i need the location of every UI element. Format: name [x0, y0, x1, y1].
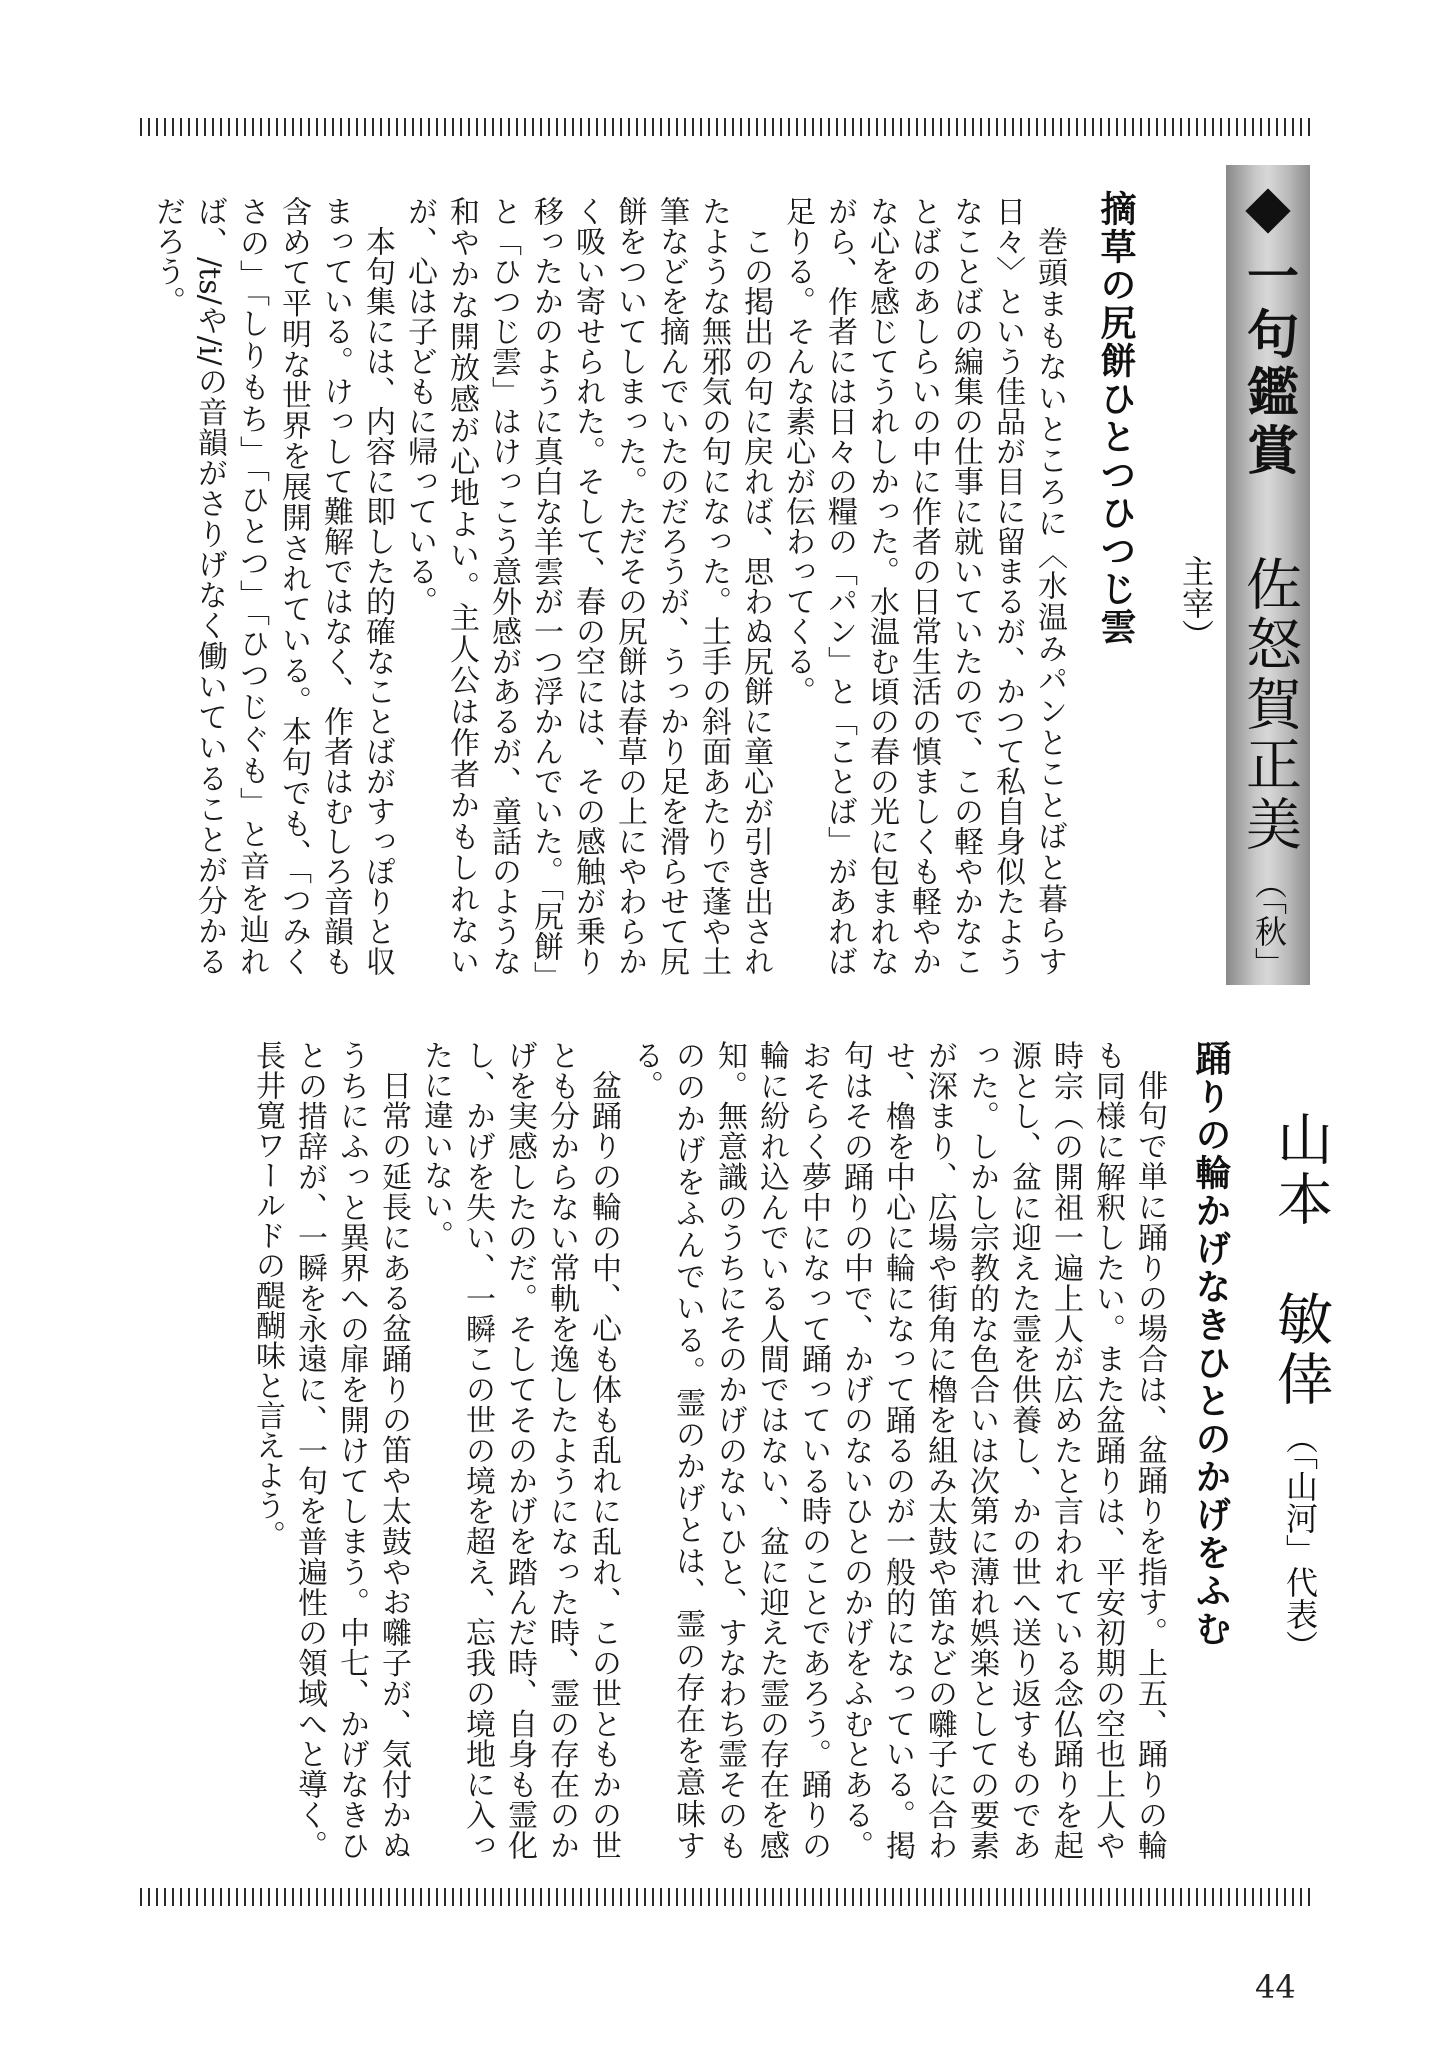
- section-title-text: 一句鑑賞: [1237, 249, 1298, 481]
- article1-haiku: 摘草の尻餅ひとつひつじ雲: [1095, 190, 1136, 646]
- article2-paragraph: 日常の延長にある盆踊りの笛や太鼓やお囃子が、気付かぬうちにふっと異界への扉を開けてしまう。中七、かげなきひとの措辞が、一瞬を永遠に、一句を普遍性の領域へと導く。長井寛ワールドの醍醐味と言えよう。: [250, 1040, 411, 1860]
- article2-author-affiliation: （「山河」代表）: [1281, 1422, 1319, 1662]
- article2-paragraph: 俳句で単に踊りの場合は、盆踊りを指す。上五、踊りの輪も同様に解釈したい。また盆踊りは、平安初期の空也上人や時宗（の開祖一遍上人が広めたと言われている念仏踊りを起源とし、盆に迎えた霊を供養し、かの世へ送り返すものであった。しかし宗教的な色合いは次第に薄れ娯楽としての要素が深まり、広場や街角に櫓を組み太鼓や笛などの囃子に合わせ、櫓を中心に輪になって踊るのが一般的になっている。掲句はその踊りの中で、かげのないひとのかげをふむとある。おそらく夢中になって踊っている時のことであろう。踊りの輪に紛れ込んでいる人間ではない、盆に迎えた霊の存在を感知。無意識のうちにそのかげのないひと、すなわち霊そのもののかげをふんでいる。霊のかげとは、霊の存在を意味する。: [628, 1040, 1167, 1861]
- article1-paragraph: 本句集には、内容に即した的確なことばがすっぽりと収まっている。けっして難解ではなく、作者はむしろ音韻も含めて平明な世界を展開されている。本句でも、「つみくさの」「しりもち」「ひとつ」「ひつじぐも」と音を辿れば、/ts/や/i/の音韻がさりげなく働いていることが分かるだろう。: [150, 196, 395, 976]
- article1-paragraph: 巻頭まもないところに〈水温みパンとことばと暮らす日々〉という佳品が目に留まるが、かつて私自身似たようなことばの編集の仕事に就いていたので、この軽やかなことばのあしらいの中に作者の日常生活の慎ましくも軽やかな心を感じてうれしかった。水温む頃の春の光に包まれながら、作者には日々の糧の「パン」と「ことば」があれば足りる。そんな素心が伝わってくる。: [780, 196, 1067, 976]
- top-ornamental-rule: [140, 118, 1314, 136]
- bottom-ornamental-rule: [140, 1888, 1314, 1906]
- diamond-icon: [1245, 188, 1290, 233]
- section-title: [1226, 189, 1310, 481]
- article1-author-name: 佐怒賀正美: [1237, 555, 1302, 855]
- article1-body: [140, 196, 1070, 976]
- article2-author-name: 山本 敏倖: [1268, 1110, 1333, 1410]
- article1-author: [1164, 555, 1309, 995]
- article2-body: [140, 1040, 1170, 1860]
- article2-haiku: 踊りの輪かげなきひとのかげをふむ: [1190, 1040, 1231, 1648]
- article1-author-affiliation: （「秋」主宰）: [1177, 555, 1288, 979]
- article2-author: [1260, 1110, 1340, 1870]
- article2-paragraph: 盆踊りの輪の中、心も体も乱れに乱れ、この世ともかの世とも分からない常軌を逸したようになった時、霊の存在のかげを実感したのだ。そしてそのかげを踏んだ時、自身も霊化し、かげを失い、一瞬この世の境を超え、忘我の境地に入ったに違いない。: [418, 1040, 621, 1860]
- page-number: 44: [1255, 1968, 1296, 2006]
- article1-paragraph: この掲出の句に戻れば、思わぬ尻餅に童心が引き出されたような無邪気の句になった。土手の斜面あたりで蓬や土筆などを摘んでいたのだろうが、うっかり足を滑らせて尻餅をついてしまった。ただその尻餅は春草の上にやわらかく吸い寄せられた。そして、春の空には、その感触が乗り移ったかのように真白な羊雲が一つ浮かんでいた。「尻餅」と「ひつじ雲」はけっこう意外感があるが、童話のような和やかな開放感が心地よい。主人公は作者かもしれないが、心は子どもに帰っている。: [402, 196, 773, 976]
